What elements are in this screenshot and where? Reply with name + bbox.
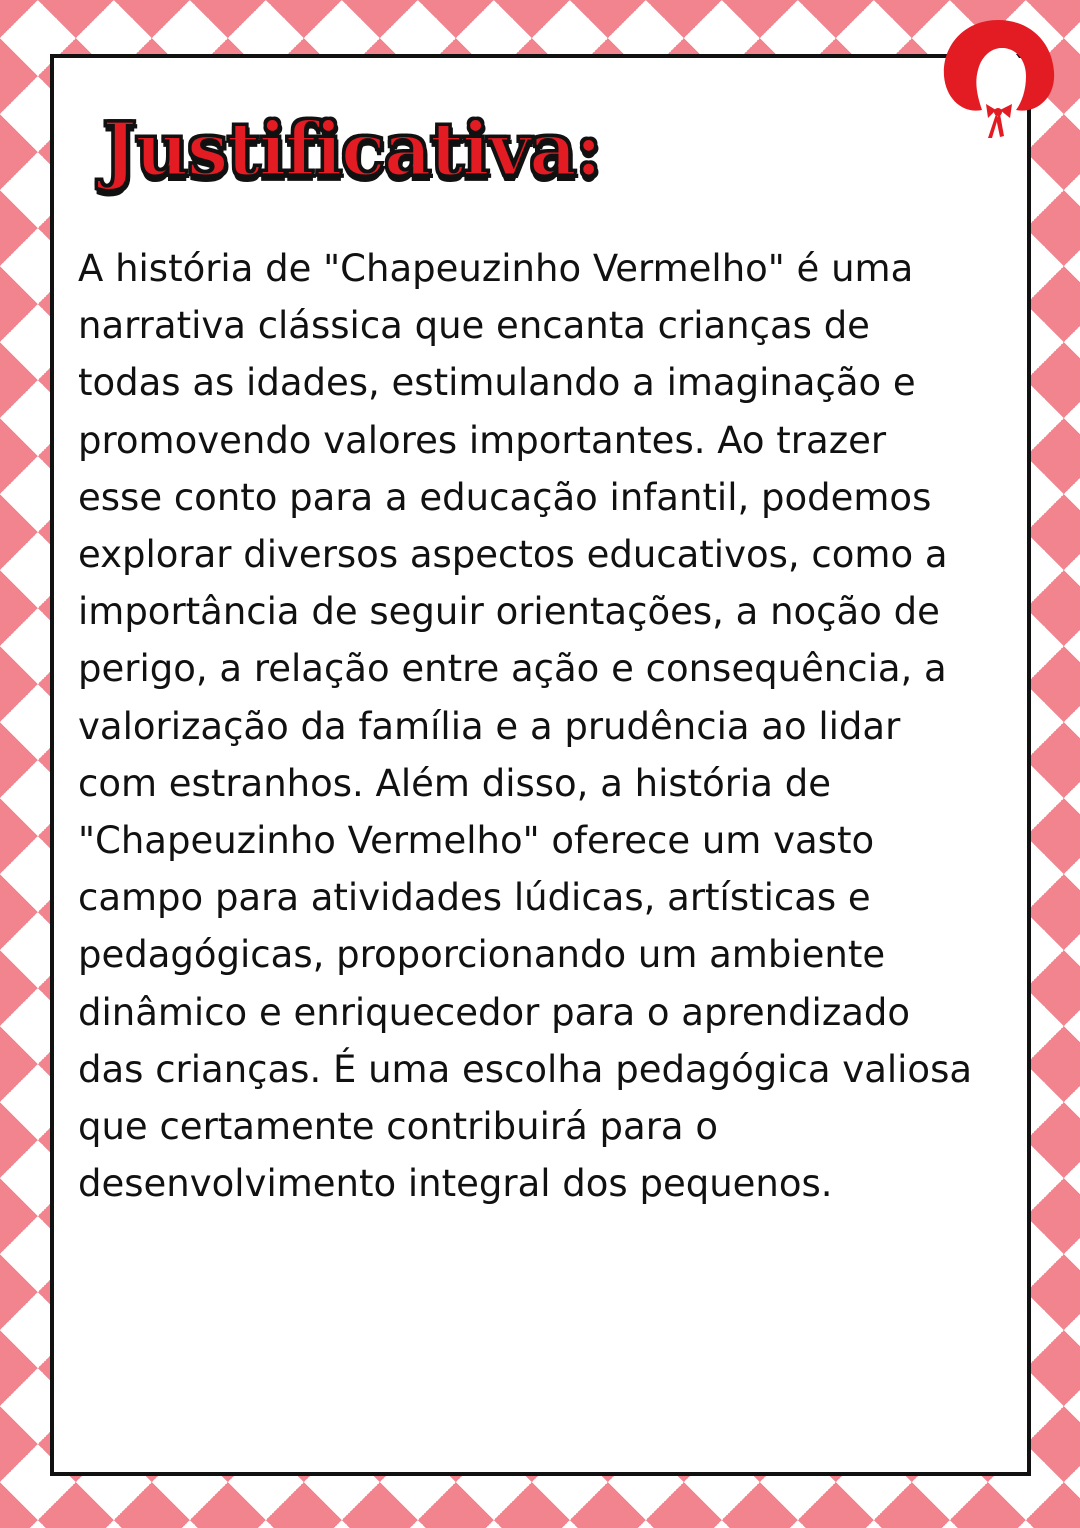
page-title: Justificativa: [102,107,601,193]
title-wrap [102,90,600,210]
red-hood-icon [938,14,1060,144]
content-frame [50,54,1031,1476]
justification-paragraph: A história de "Chapeuzinho Vermelho" é uma narrativa clássica que encanta crianças de todas as idades, estimulando a imaginação e promovendo valores importantes. Ao trazer esse conto para a educação infantil, podemos explorar diversos aspectos educativos, como a importância de seguir orientações, a noção de perigo, a relação entre ação e consequência, a valorização da família e a prudência ao lidar com estranhos. Além disso, a história de "Chapeuzinho Vermelho" oferece um vasto campo para atividades lúdicas, artísticas e pedagógicas, proporcionando um ambiente dinâmico e enriquecedor para o aprendizado das crianças. É uma escolha pedagógica valiosa que certamente contribuirá para o desenvolvimento integral dos pequenos. [78,247,973,1206]
